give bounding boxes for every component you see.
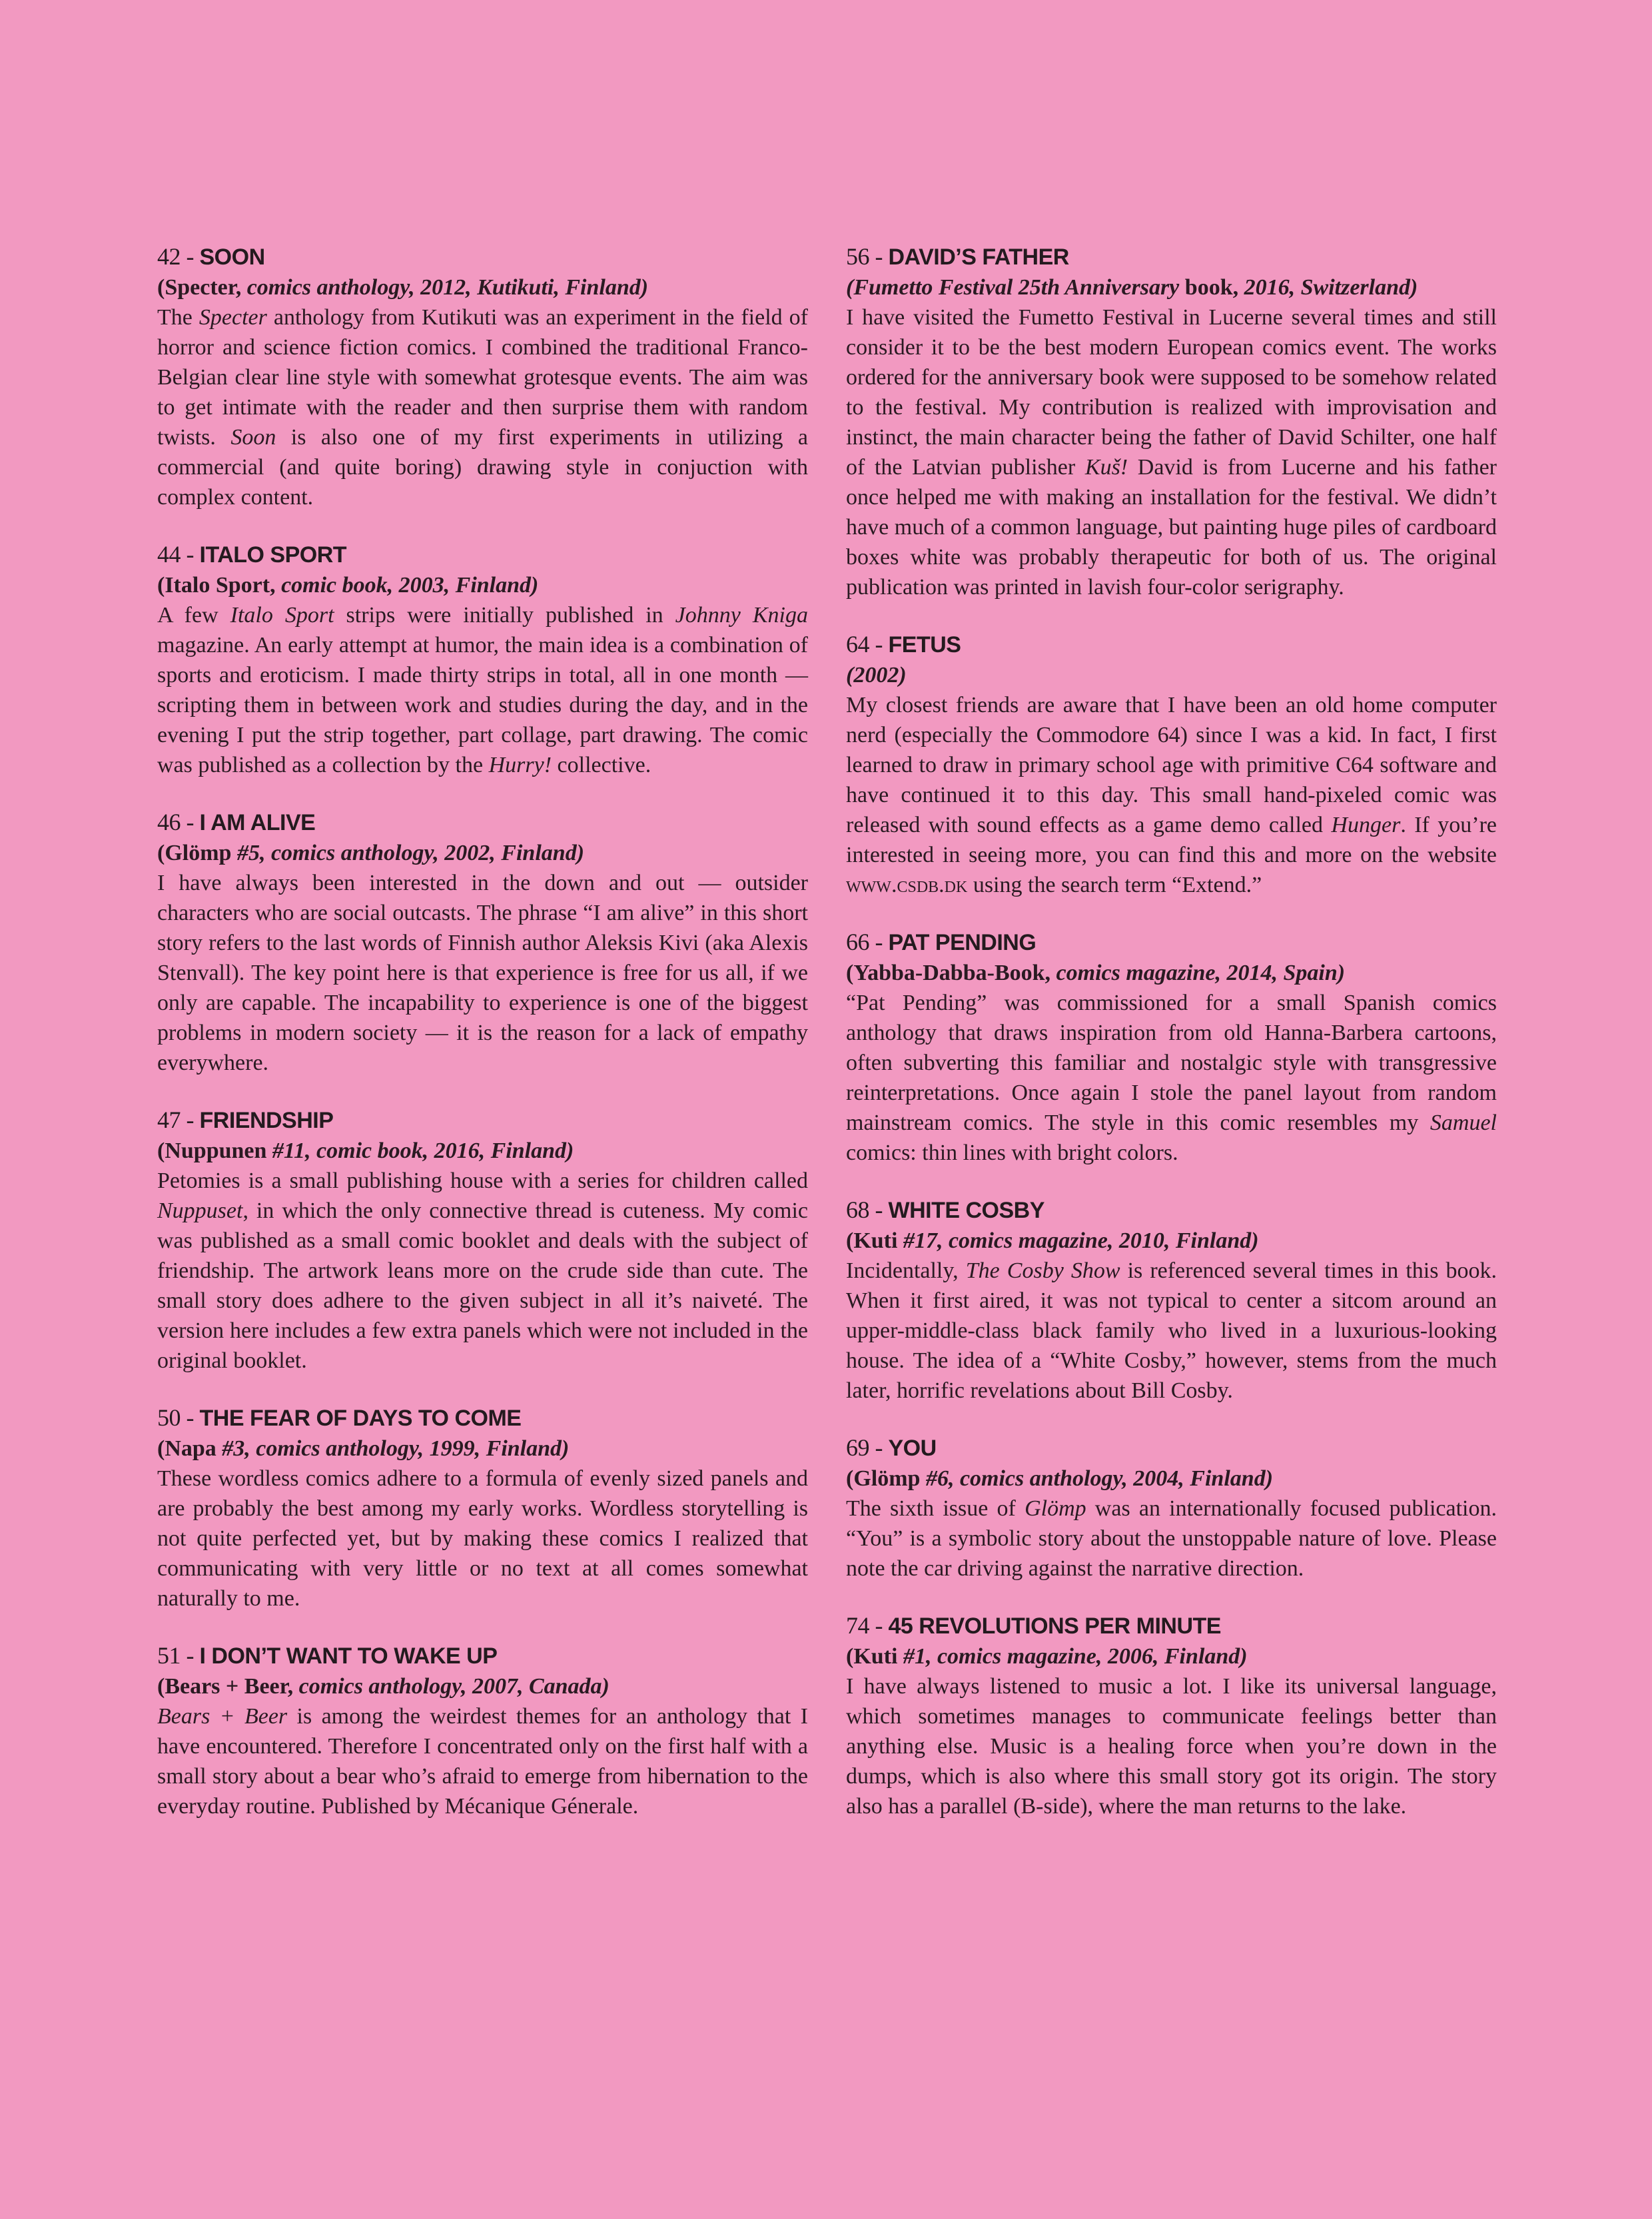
entry [846, 629, 1497, 900]
entry-number: 50 - [157, 1404, 200, 1431]
entry-heading [157, 241, 808, 272]
entry-heading [846, 927, 1497, 958]
description-segment: comics: thin lines with bright colors. [846, 1140, 1178, 1165]
description-segment: A few [157, 603, 230, 628]
publication-segment: #6, comics anthology, 2004, Finland) [925, 1466, 1274, 1491]
publication-segment: #1, comics magazine, 2006, Finland) [903, 1644, 1248, 1669]
entry [157, 1640, 808, 1821]
entry [846, 241, 1497, 602]
entry-description [846, 690, 1497, 900]
description-segment: magazine. An early attempt at humor, the main idea is a combination of sports and eroticism. I made thirty strips in total, all in one month — scripting them in between work and studies during the day, and in the evening I put the strip together, part collage, part drawing. The comic was published as a collection by the [157, 633, 808, 777]
publication-segment: 2016, Switzerland) [1244, 275, 1418, 300]
description-segment: is referenced several times in this book. When it first aired, it was not typical to center a sitcom around an upper-middle-class black family who lived in a luxurious-looking house. The idea of a “White Cosby,” however, stems from the much later, horrific revelations about Bill Cosby. [846, 1258, 1497, 1403]
entry [157, 1105, 808, 1376]
description-segment: Johnny Kniga [675, 603, 808, 628]
entry-publication [846, 1226, 1497, 1256]
publication-segment: #11, comic book, 2016, Finland) [272, 1138, 574, 1163]
entry-title: YOU [888, 1436, 937, 1461]
description-segment: Samuel [1430, 1110, 1497, 1135]
entry-publication [157, 1671, 808, 1701]
description-segment: I have always been interested in the down and out — outsider characters who are social outcasts. The phrase “I am alive” in this short story refers to the last words of Finnish author Aleksis Kivi (aka Alexis Stenvall). The key point here is that experience is free for us all, if we only are capable. The incapability to experience is one of the biggest problems in modern society — it is the reason for a lack of empathy everywhere. [157, 871, 808, 1075]
description-segment: The Cosby Show [965, 1258, 1120, 1283]
description-segment: Specter [199, 305, 267, 330]
entry-number: 44 - [157, 541, 200, 568]
entry-title: SOON [199, 244, 265, 270]
description-segment: Italo Sport [230, 603, 334, 628]
entry-number: 74 - [846, 1612, 889, 1639]
entry-number: 69 - [846, 1434, 889, 1461]
entry-description [157, 1464, 808, 1613]
publication-segment: comic book, 2003, Finland) [281, 573, 539, 598]
entry-title: ITALO SPORT [199, 542, 347, 568]
entry-publication [846, 660, 1497, 690]
entry-publication [846, 1641, 1497, 1671]
entry-heading [846, 241, 1497, 272]
description-segment: Incidentally, [846, 1258, 966, 1283]
entry [846, 1610, 1497, 1821]
description-segment: www.csdb.dk [846, 873, 968, 897]
entry-publication [157, 1136, 808, 1166]
entry-publication [846, 1464, 1497, 1494]
entry [157, 241, 808, 512]
description-segment: strips were initially published in [334, 603, 675, 628]
description-segment: Bears + Beer [157, 1704, 288, 1729]
entry-heading [157, 1402, 808, 1434]
entry-description [157, 868, 808, 1078]
entry-number: 47 - [157, 1107, 200, 1133]
entry-description [157, 1701, 808, 1821]
description-segment: collective. [552, 753, 651, 777]
entry-description [846, 988, 1497, 1168]
entry-heading [846, 1432, 1497, 1464]
publication-segment: comics anthology, 2012, Kutikuti, Finland) [246, 275, 649, 300]
entry-number: 68 - [846, 1196, 889, 1223]
entry-heading [846, 1610, 1497, 1641]
publication-segment: (Glömp [157, 841, 237, 865]
description-segment: David is from Lucerne and his father once helped me with making an installation for the festival. We didn’t have much of a common language, but painting huge piles of cardboard boxes white was probably therapeutic for both of us. The original publication was printed in lavish four-color serigraphy. [846, 455, 1497, 600]
entry-description [846, 302, 1497, 602]
entry-publication [157, 1434, 808, 1464]
entry-description [157, 600, 808, 780]
entry [846, 927, 1497, 1168]
publication-segment: book, [1179, 275, 1244, 300]
entry-publication [846, 272, 1497, 302]
entry-number: 64 - [846, 631, 889, 658]
description-segment: Nuppuset [157, 1198, 243, 1223]
entry-description [846, 1671, 1497, 1821]
publication-segment: (Glömp [846, 1466, 926, 1491]
entry-heading [157, 1640, 808, 1671]
description-segment: Kuš! [1084, 455, 1128, 480]
description-segment: I have always listened to music a lot. I like its universal language, which sometimes manages to communicate feelings better than anything else. Music is a healing force when you’re down in the dumps, which is also where this small story got its origin. The story also has a parallel (B-side), where the man returns to the lake. [846, 1674, 1497, 1819]
entry-description [157, 302, 808, 512]
entry [846, 1432, 1497, 1583]
description-segment: These wordless comics adhere to a formula of evenly sized panels and are probably the best among my early works. Wordless storytelling is not quite perfected yet, but by making these comics I realized that communicating with very little or no text at all comes somewhat naturally to me. [157, 1466, 808, 1611]
description-segment: “Pat Pending” was commissioned for a small Spanish comics anthology that draws inspiration from old Hanna-Barbera cartoons, often subverting this familiar and nostalgic style with transgressive reinterpretations. Once again I stole the panel layout from random mainstream comics. The style in this comic resembles my [846, 991, 1497, 1135]
entry-title: I DON’T WANT TO WAKE UP [199, 1643, 498, 1669]
publication-segment: (Fumetto Festival 25th Anniversary [846, 275, 1180, 300]
entry-heading [846, 1194, 1497, 1226]
description-segment: I have visited the Fumetto Festival in Lucerne several times and still consider it to be the best modern European comics event. The works ordered for the anniversary book were supposed to be somehow related to the festival. My contribution is realized with improvisation and instinct, the main character being the father of David Schilter, one half of the Latvian publisher [846, 305, 1497, 480]
description-segment: was an internationally focused publication. “You” is a symbolic story about the unstoppable nature of love. Please note the car driving against the narrative direction. [846, 1496, 1497, 1581]
publication-segment: (Kuti [846, 1228, 903, 1253]
entry [157, 807, 808, 1078]
description-segment: The [157, 305, 199, 330]
description-segment: is among the weirdest themes for an anthology that I have encountered. Therefore I concentrated only on the first half with a small story about a bear who’s afraid to emerge from hibernation to the everyday routine. Published by Mécanique Génerale. [157, 1704, 809, 1819]
description-segment: Petomies is a small publishing house with a series for children called [157, 1168, 808, 1193]
entry-number: 66 - [846, 929, 889, 955]
entry-title: DAVID’S FATHER [888, 244, 1069, 270]
publication-segment: (Specter, [157, 275, 247, 300]
publication-segment: #17, comics magazine, 2010, Finland) [903, 1228, 1259, 1253]
entry-title: 45 REVOLUTIONS PER MINUTE [888, 1613, 1221, 1639]
entry [846, 1194, 1497, 1406]
publication-segment: (Bears + Beer, [157, 1674, 299, 1699]
entry-title: FRIENDSHIP [199, 1108, 334, 1133]
entry-title: FETUS [888, 632, 961, 658]
description-segment: . If you’re interested in seeing more, you can find this and more on the website [846, 813, 1497, 867]
entry-heading [157, 807, 808, 838]
publication-segment: (Kuti [846, 1644, 903, 1669]
right-column [846, 241, 1497, 1848]
entry-number: 42 - [157, 243, 200, 270]
entry-description [846, 1256, 1497, 1406]
publication-segment: (Nuppunen [157, 1138, 272, 1163]
entry-number: 51 - [157, 1642, 200, 1669]
entry-title: PAT PENDING [888, 930, 1036, 955]
description-segment: Hunger [1331, 813, 1401, 837]
entry-number: 56 - [846, 243, 889, 270]
publication-segment: #5, comics anthology, 2002, Finland) [236, 841, 585, 865]
entry-description [846, 1494, 1497, 1583]
description-segment: anthology from Kutikuti was an experiment in the field of horror and science fiction comics. I combined the traditional Franco-Belgian clear line style with somewhat grotesque events. The aim was to get intimate with the reader and then surprise them with random twists. [157, 305, 808, 450]
entry-description [157, 1166, 808, 1376]
description-segment: , in which the only connective thread is cuteness. My comic was published as a small comic booklet and deals with the subject of friendship. The artwork leans more on the crude side than cute. The small story does adhere to the given subject in all it’s naiveté. The version here includes a few extra panels which were not included in the original booklet. [157, 1198, 808, 1373]
description-segment: Soon [230, 425, 276, 450]
entry-title: I AM ALIVE [199, 810, 316, 835]
publication-segment: comics magazine, 2014, Spain) [1056, 961, 1346, 985]
entry-publication [157, 570, 808, 600]
entry [157, 1402, 808, 1613]
left-column [157, 241, 808, 1848]
publication-segment: (2002) [846, 663, 907, 687]
publication-segment: (Yabba-Dabba-Book, [846, 961, 1056, 985]
description-segment: Glömp [1025, 1496, 1086, 1521]
publication-segment: comics anthology, 2007, Canada) [298, 1674, 610, 1699]
publication-segment: (Napa [157, 1436, 222, 1461]
entry-heading [157, 1105, 808, 1136]
description-segment: is also one of my first experiments in utilizing a commercial (and quite boring) drawing style in conjuction with complex content. [157, 425, 809, 510]
entry-heading [846, 629, 1497, 660]
entry-number: 46 - [157, 809, 200, 835]
description-segment: The sixth issue of [846, 1496, 1025, 1521]
entry-heading [157, 539, 808, 570]
entry-publication [846, 958, 1497, 988]
description-segment: using the search term “Extend.” [967, 873, 1262, 897]
publication-segment: #3, comics anthology, 1999, Finland) [222, 1436, 570, 1461]
publication-segment: (Italo Sport, [157, 573, 282, 598]
entry-publication [157, 272, 808, 302]
description-segment: My closest friends are aware that I have been an old home computer nerd (especially the Commodore 64) since I was a kid. In fact, I first learned to draw in primary school age with primitive C64 software and have continued it to this day. This small hand-pixeled comic was released with sound effects as a game demo called [846, 693, 1497, 837]
description-segment: Hurry! [488, 753, 552, 777]
entry-title: THE FEAR OF DAYS TO COME [199, 1406, 522, 1431]
entry-title: WHITE COSBY [888, 1198, 1044, 1223]
entry [157, 539, 808, 780]
entry-publication [157, 838, 808, 868]
